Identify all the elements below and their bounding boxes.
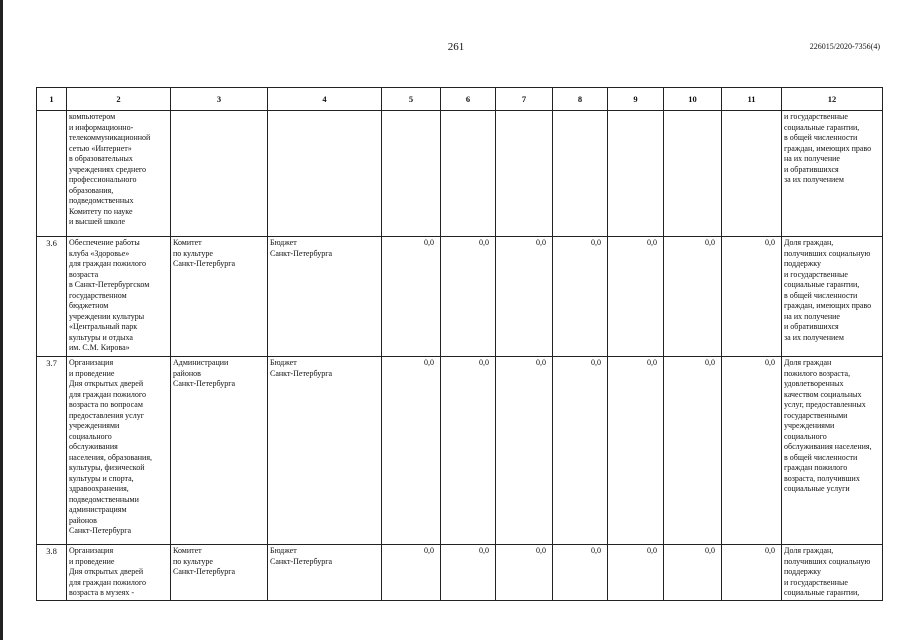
value-cell: 0,0 xyxy=(553,237,608,357)
column-header: 3 xyxy=(171,88,268,111)
value-cell: 0,0 xyxy=(722,357,782,545)
value-cell: 0,0 xyxy=(553,357,608,545)
value-cell: 0,0 xyxy=(382,357,441,545)
value-cell: 0,0 xyxy=(441,237,496,357)
activity-cell: Обеспечение работы клуба «Здоровье» для граждан пожилого возраста в Санкт-Петербургском государственном бюджетном учреждении культуры «Центральный парк культуры и отдыха им. С.М. Кирова» xyxy=(67,237,171,357)
activity-cell: Организация и проведение Дня открытых дверей для граждан пожилого возраста по вопросам предоставления услуг учреждениями социального обслуживания населения, образования, культуры, физической культуры и спорта, здравоохранения, подведомственными администрациям районов Санкт-Петербурга xyxy=(67,357,171,545)
value-cell: 0,0 xyxy=(664,545,722,601)
value-cell: 0,0 xyxy=(553,545,608,601)
column-header: 7 xyxy=(496,88,553,111)
indicator-cell: Доля граждан, получивших социальную поддержку и государственные социальные гарантии, xyxy=(782,545,883,601)
value-cell: 0,0 xyxy=(382,545,441,601)
column-header: 8 xyxy=(553,88,608,111)
funding-source-cell: Бюджет Санкт-Петербурга xyxy=(268,357,382,545)
value-cell: 0,0 xyxy=(608,237,664,357)
scan-edge-line xyxy=(0,0,3,640)
indicator-cell: Доля граждан, получивших социальную поддержку и государственные социальные гарантии, в общей численности граждан, имеющих право на их получение и обратившихся за их получением xyxy=(782,237,883,357)
executor-cell: Комитет по культуре Санкт-Петербурга xyxy=(171,237,268,357)
table-row xyxy=(37,111,883,237)
table-row xyxy=(37,237,883,357)
column-header: 6 xyxy=(441,88,496,111)
row-number xyxy=(37,111,67,237)
program-table xyxy=(36,87,883,601)
table-row xyxy=(37,357,883,545)
value-cell: 0,0 xyxy=(496,545,553,601)
value-cell: 0,0 xyxy=(608,357,664,545)
column-header: 10 xyxy=(664,88,722,111)
activity-cell: Организация и проведение Дня открытых дверей для граждан пожилого возраста в музеях - xyxy=(67,545,171,601)
value-cell: 0,0 xyxy=(722,545,782,601)
column-header: 11 xyxy=(722,88,782,111)
row-number: 3.6 xyxy=(37,237,67,357)
funding-source-cell: Бюджет Санкт-Петербурга xyxy=(268,237,382,357)
column-header: 5 xyxy=(382,88,441,111)
value-cell: 0,0 xyxy=(608,545,664,601)
indicator-cell: Доля граждан пожилого возраста, удовлетворенных качеством социальных услуг, предоставленных государственными учреждениями социального обслуживания населения, в общей численности граждан пожилого возраста, получивших социальные услуги xyxy=(782,357,883,545)
value-cell xyxy=(664,111,722,237)
executor-cell: Комитет по культуре Санкт-Петербурга xyxy=(171,545,268,601)
executor-cell: Администрации районов Санкт-Петербурга xyxy=(171,357,268,545)
value-cell: 0,0 xyxy=(722,237,782,357)
value-cell: 0,0 xyxy=(496,357,553,545)
column-header: 12 xyxy=(782,88,883,111)
executor-cell xyxy=(171,111,268,237)
value-cell: 0,0 xyxy=(441,545,496,601)
table-row xyxy=(37,545,883,601)
row-number: 3.7 xyxy=(37,357,67,545)
value-cell: 0,0 xyxy=(664,237,722,357)
column-header: 1 xyxy=(37,88,67,111)
column-header: 2 xyxy=(67,88,171,111)
funding-source-cell: Бюджет Санкт-Петербурга xyxy=(268,545,382,601)
funding-source-cell xyxy=(268,111,382,237)
table-header-row xyxy=(37,88,883,111)
value-cell xyxy=(722,111,782,237)
value-cell: 0,0 xyxy=(441,357,496,545)
column-header: 9 xyxy=(608,88,664,111)
value-cell xyxy=(441,111,496,237)
document-reference: 226015/2020-7356(4) xyxy=(809,42,880,51)
page-number: 261 xyxy=(447,41,465,53)
column-header: 4 xyxy=(268,88,382,111)
activity-cell: компьютером и информационно- телекоммуникационной сетью «Интернет» в образовательных учреждениях среднего профессионального образования, подведомственных Комитету по науке и высшей школе xyxy=(67,111,171,237)
row-number: 3.8 xyxy=(37,545,67,601)
indicator-cell: и государственные социальные гарантии, в общей численности граждан, имеющих право на их получение и обратившихся за их получением xyxy=(782,111,883,237)
value-cell: 0,0 xyxy=(496,237,553,357)
value-cell xyxy=(496,111,553,237)
value-cell xyxy=(382,111,441,237)
value-cell: 0,0 xyxy=(664,357,722,545)
value-cell xyxy=(553,111,608,237)
value-cell xyxy=(608,111,664,237)
value-cell: 0,0 xyxy=(382,237,441,357)
